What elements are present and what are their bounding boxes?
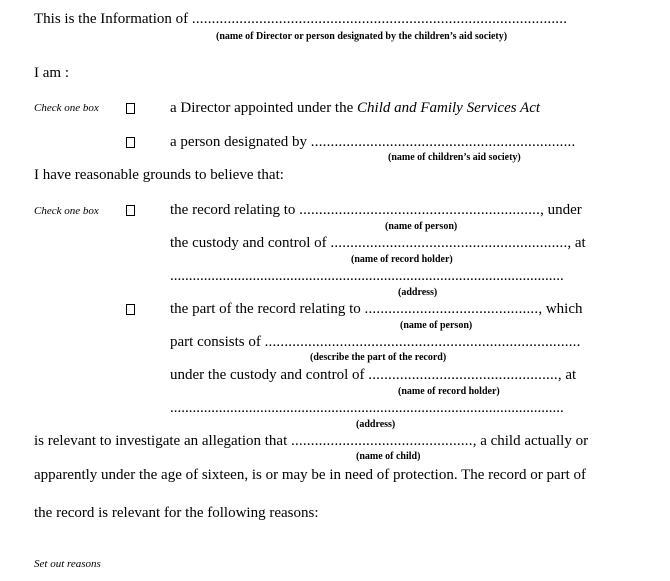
part-record-person-field[interactable]: ............................................ bbox=[364, 301, 539, 317]
part-address-caption: (address) bbox=[356, 419, 396, 430]
information-line bbox=[34, 11, 567, 28]
act-name: Child and Family Services Act bbox=[357, 100, 541, 116]
director-name-caption: (name of Director or person designated by the children’s aid society) bbox=[216, 31, 508, 42]
i-am-label: I am : bbox=[34, 65, 69, 81]
childrens-aid-society-caption: (name of children’s aid society) bbox=[388, 152, 521, 163]
part-custody-line: under the custody and control of ................................................, at bbox=[170, 367, 577, 383]
part-record-holder-caption: (name of record holder) bbox=[398, 386, 500, 397]
grounds-statement: I have reasonable grounds to believe that: bbox=[34, 167, 284, 183]
relevant-line: is relevant to investigate an allegation that .............................................., a child actually or bbox=[34, 433, 589, 449]
childrens-aid-society-field[interactable]: ................................................................... bbox=[310, 134, 576, 150]
child-name-field[interactable]: .............................................. bbox=[291, 433, 473, 449]
part-description-caption: (describe the part of the record) bbox=[310, 352, 447, 363]
designated-person-line: a person designated by ................................................................... bbox=[170, 134, 576, 150]
record-relating-line: the record relating to ............................................................., under bbox=[170, 202, 582, 218]
part-of-record-checkbox[interactable] bbox=[126, 304, 135, 315]
relevant-line-2: apparently under the age of sixteen, is or may be in need of protection. The record or part of bbox=[34, 467, 587, 483]
record-checkbox[interactable] bbox=[126, 205, 135, 216]
part-description-field[interactable]: ................................................................................ bbox=[264, 334, 581, 350]
record-person-field[interactable]: ............................................................. bbox=[299, 202, 541, 218]
set-out-reasons-hint: Set out reasons bbox=[34, 558, 101, 570]
part-address-field[interactable]: ......................................................................................................... bbox=[170, 400, 564, 416]
part-record-person-caption: (name of person) bbox=[400, 320, 473, 331]
record-person-caption: (name of person) bbox=[385, 221, 458, 232]
director-option-label: a Director appointed under the Child and Family Services Act bbox=[170, 100, 541, 116]
record-holder-caption: (name of record holder) bbox=[351, 254, 453, 265]
record-holder-field[interactable]: ............................................................ bbox=[330, 235, 568, 251]
director-checkbox[interactable] bbox=[126, 103, 135, 114]
part-record-relating-line: the part of the record relating to ............................................, which bbox=[170, 301, 583, 317]
child-name-caption: (name of child) bbox=[356, 451, 421, 462]
director-name-field[interactable]: ............................................................................................... bbox=[191, 11, 568, 27]
check-one-box-hint-2: Check one box bbox=[34, 205, 99, 217]
information-label: This is the Information of bbox=[34, 11, 189, 27]
part-record-holder-field[interactable]: ................................................ bbox=[368, 367, 558, 383]
record-address-field[interactable]: ......................................................................................................... bbox=[170, 268, 564, 284]
record-address-caption: (address) bbox=[398, 287, 438, 298]
relevant-line-3: the record is relevant for the following reasons: bbox=[34, 505, 319, 521]
part-consists-line: part consists of ................................................................................ bbox=[170, 334, 581, 350]
designated-person-checkbox[interactable] bbox=[126, 137, 135, 148]
record-custody-line: the custody and control of ............................................................, at bbox=[170, 235, 586, 251]
check-one-box-hint: Check one box bbox=[34, 102, 99, 114]
